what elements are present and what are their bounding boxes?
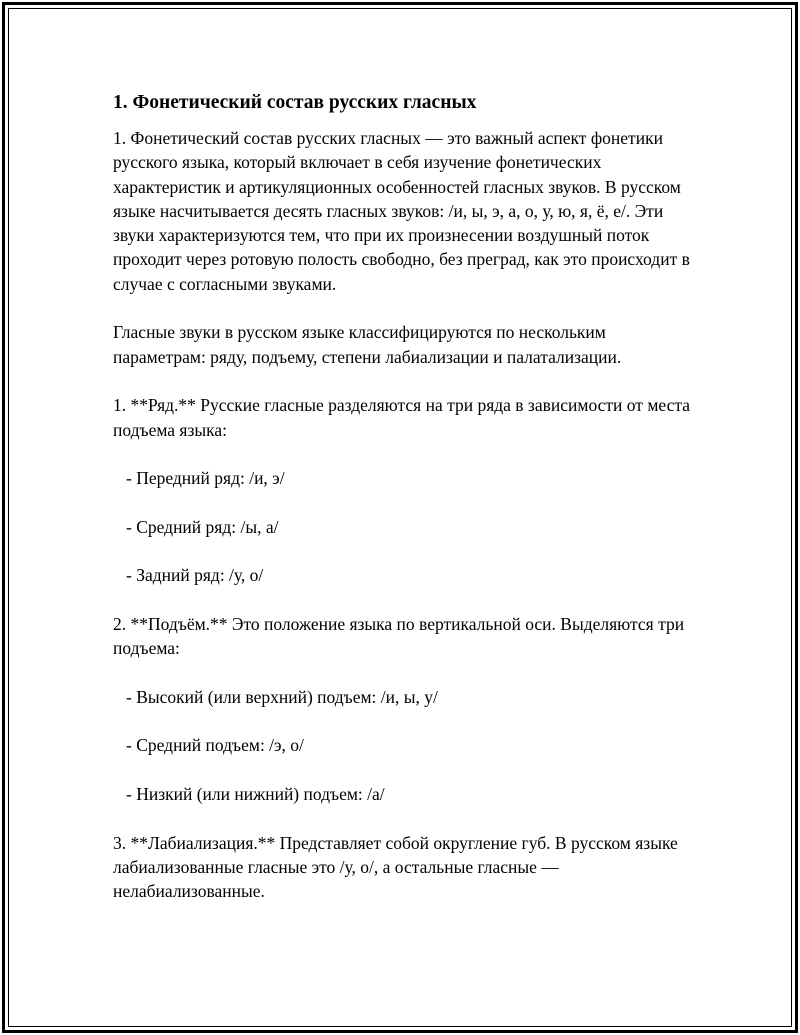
document-body: [113, 90, 703, 928]
list-item-middle-row: - Средний ряд: /ы, а/: [126, 516, 279, 537]
list-item-front-row: - Передний ряд: /и, э/: [126, 468, 285, 489]
list-item-mid-rise: - Средний подъем: /э, о/: [126, 735, 304, 756]
paragraph-row: 1. **Ряд.** Русские гласные разделяются на три ряда в зависимости от места подъема языка:: [113, 395, 690, 440]
paragraph-classification: Гласные звуки в русском языке классифицируются по нескольким параметрам: ряду, подъему, степени лабиализации и палатализации.: [113, 322, 622, 367]
document-title: 1. Фонетический состав русских гласных: [113, 92, 477, 113]
paragraph-intro: 1. Фонетический состав русских гласных — это важный аспект фонетики русского языка, который включает в себя изучение фонетических характеристик и артикуляционных особенностей гласных звуков. В русском языке насчитывается десять гласных звуков: /и, ы, э, а, о, у, ю, я, ё, е/. Эти звуки характеризуются тем, что при их произнесении воздушный поток проходит через ротовую полость свободно, без преград, как это происходит в случае с согласными звуками.: [113, 128, 690, 294]
list-item-back-row: - Задний ряд: /у, о/: [126, 565, 264, 586]
paragraph-rise: 2. **Подъём.** Это положение языка по вертикальной оси. Выделяются три подъема:: [113, 613, 685, 659]
paragraph-labialization: 3. **Лабиализация.** Представляет собой округление губ. В русском языке лабиализованные гласные это /у, о/, а остальные гласные — нелабиализованные.: [113, 832, 678, 902]
list-item-high-rise: - Высокий (или верхний) подъем: /и, ы, у/: [126, 686, 438, 707]
list-item-low-rise: - Низкий (или нижний) подъем: /а/: [126, 784, 385, 805]
